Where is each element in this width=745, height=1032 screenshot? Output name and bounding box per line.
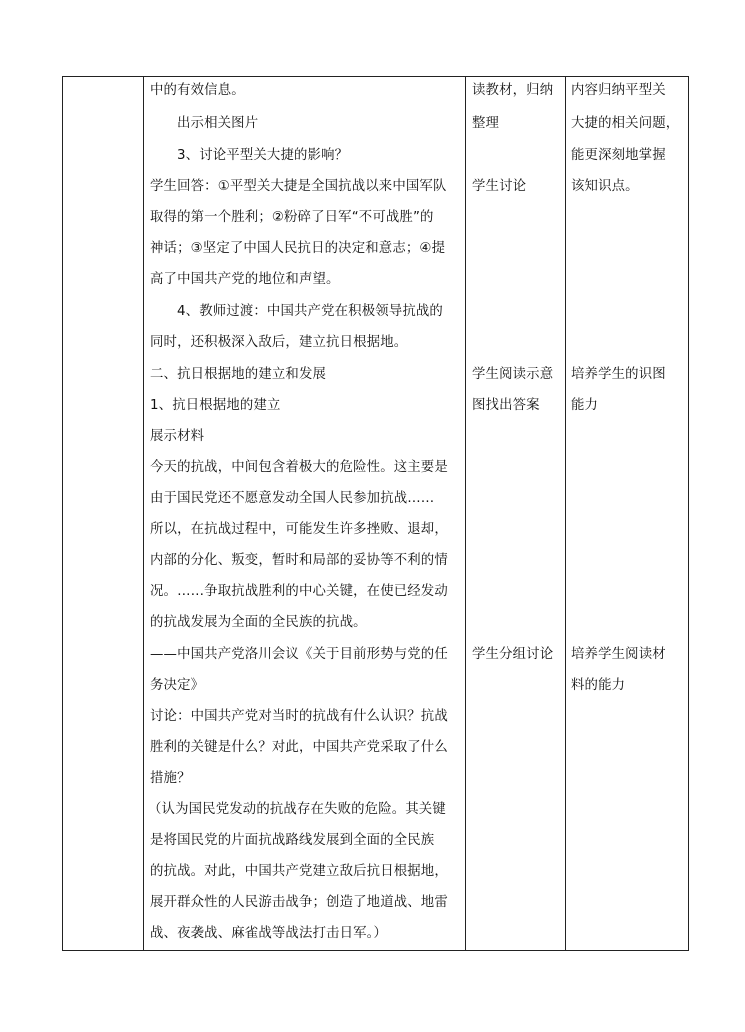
answer-line: 展开群众性的人民游击战争；创造了地道战、地雷 xyxy=(150,895,448,910)
text-line: 神话；③坚定了中国人民抗日的决定和意志；④提 xyxy=(150,241,446,256)
text-line: 学生讨论 xyxy=(472,179,527,194)
answer-line: 是将国民党的片面抗战路线发展到全面的全民族 xyxy=(150,833,435,848)
text-line: 学生回答：①平型关大捷是全国抗战以来中国军队 xyxy=(150,179,447,194)
quote-source: ——中国共产党洛川会议《关于目前形势与党的任 xyxy=(150,647,448,662)
quote-line: 内部的分化、叛变，暂时和局部的妥协等不利的情 xyxy=(150,553,448,568)
answer-line: （认为国民党发动的抗战存在失败的危险。其关键 xyxy=(148,802,446,817)
lesson-plan-table xyxy=(62,76,689,951)
student-activity-cell xyxy=(466,77,566,951)
text-line: 内容归纳平型关 xyxy=(571,83,666,98)
quote-line: 今天的抗战，中间包含着极大的危险性。这主要是 xyxy=(150,460,448,475)
text-line: 3、讨论平型关大捷的影响？ xyxy=(177,148,349,163)
discussion-line: 措施？ xyxy=(150,771,191,786)
text-line: 学生阅读示意 xyxy=(472,367,554,382)
text-line: 取得的第一个胜利；②粉碎了日军“不可战胜”的 xyxy=(150,210,434,225)
text-line: 整理 xyxy=(472,116,500,131)
text-line: 能力 xyxy=(571,398,599,413)
text-line: 高了中国共产党的地位和声望。 xyxy=(150,272,340,287)
subsection-heading: 1、抗日根据地的建立 xyxy=(150,398,281,413)
discussion-line: 讨论：中国共产党对当时的抗战有什么认识？抗战 xyxy=(150,709,448,724)
text-line: 学生分组讨论 xyxy=(472,647,554,662)
text-line: 培养学生阅读材 xyxy=(571,647,666,662)
text-line: 出示相关图片 xyxy=(177,116,259,131)
table-row xyxy=(63,77,689,951)
text-line: 展示材料 xyxy=(150,429,205,444)
quote-line: 所以，在抗战过程中，可能发生许多挫败、退却， xyxy=(150,522,448,537)
text-line: 读教材，归纳 xyxy=(472,83,554,98)
answer-line: 战、夜袭战、麻雀战等战法打击日军。） xyxy=(150,926,388,941)
text-line: 料的能力 xyxy=(571,678,626,693)
quote-source: 务决定》 xyxy=(150,678,205,693)
design-intent-cell xyxy=(566,77,689,951)
quote-line: 由于国民党还不愿意发动全国人民参加抗战…… xyxy=(150,491,435,506)
quote-line: 况。……争取抗战胜利的中心关键，在使已经发动 xyxy=(150,584,448,599)
section-cell xyxy=(63,77,144,951)
text-line: 中的有效信息。 xyxy=(150,83,245,98)
quote-line: 的抗战发展为全面的全民族的抗战。 xyxy=(150,615,367,630)
text-line: 4、教师过渡：中国共产党在积极领导抗战的 xyxy=(177,304,443,319)
text-line: 能更深刻地掌握 xyxy=(571,148,666,163)
discussion-line: 胜利的关键是什么？对此，中国共产党采取了什么 xyxy=(150,740,448,755)
text-line: 同时，还积极深入敌后，建立抗日根据地。 xyxy=(150,335,408,350)
text-line: 培养学生的识图 xyxy=(571,367,666,382)
section-heading: 二、抗日根据地的建立和发展 xyxy=(150,367,327,382)
answer-line: 的抗战。对此，中国共产党建立敌后抗日根据地， xyxy=(150,864,448,879)
text-line: 图找出答案 xyxy=(472,398,540,413)
text-line: 大捷的相关问题， xyxy=(571,116,680,131)
teaching-process-cell xyxy=(144,77,466,951)
text-line: 该知识点。 xyxy=(571,179,639,194)
